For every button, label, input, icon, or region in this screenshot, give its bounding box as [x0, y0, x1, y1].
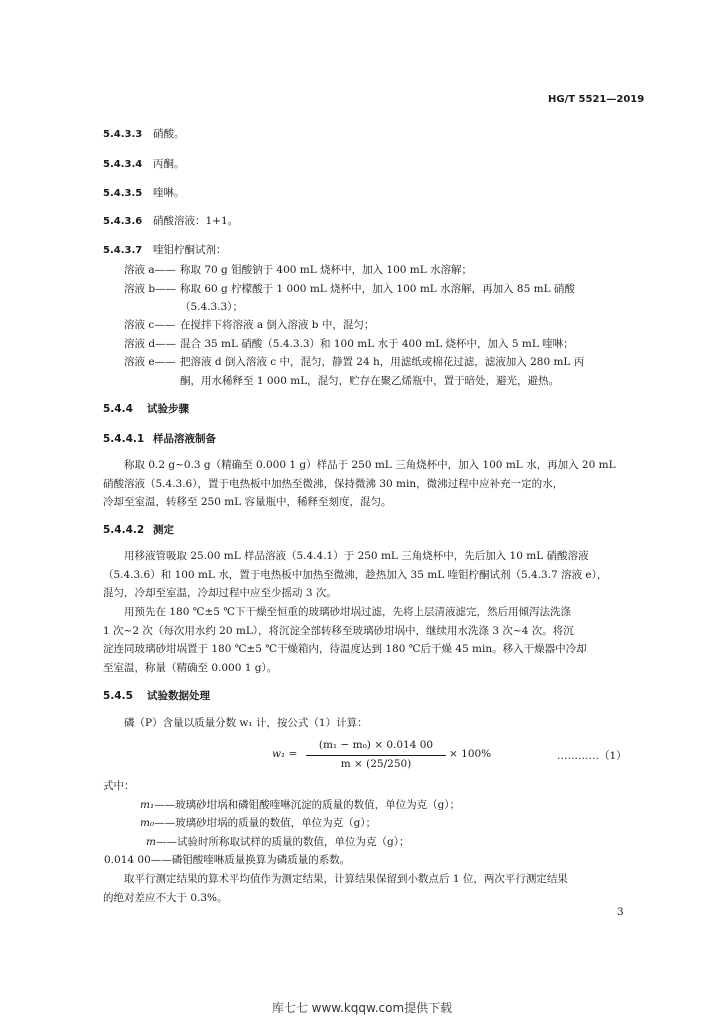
solution-e-cont: 酮，用水稀释至 1 000 mL，混匀，贮存在聚乙烯瓶中，置于暗处，避光，避热。: [180, 375, 560, 387]
section-5434: [103, 156, 185, 171]
paragraph-line: 用移液管吸取 25.00 mL 样品溶液（5.4.4.1）于 250 mL 三角烧杯中，先后加入 10 mL 硝酸溶液: [124, 550, 589, 562]
var-symbol: m: [146, 836, 156, 848]
section-5436: [103, 213, 238, 228]
paragraph-line: 至室温，称量（精确至 0.000 1 g）。: [103, 662, 278, 674]
formula-lhs: w₁ =: [272, 748, 298, 760]
solution-b-cont: （5.4.3.3）；: [180, 301, 243, 313]
section-text: 丙酮。: [153, 158, 185, 170]
section-text: 喹啉。: [153, 187, 185, 199]
solution-a: [124, 262, 472, 277]
section-number: 5.4.3.4: [103, 159, 143, 170]
section-text: 硝酸。: [153, 128, 185, 140]
section-5437: [103, 242, 227, 257]
var-desc: ——玻璃砂坩埚和磷钼酸喹啉沉淀的质量的数值，单位为克（g）；: [154, 799, 461, 811]
solution-b: [124, 281, 575, 296]
formula-intro: 磷（P）含量以质量分数 w₁ 计，按公式（1）计算：: [124, 717, 368, 729]
section-title: 样品溶液制备: [153, 433, 216, 445]
section-number: 5.4.4.2: [103, 524, 145, 536]
var-symbol: 0.014 00: [104, 854, 151, 866]
solution-label: 溶液 e——: [124, 356, 176, 368]
paragraph-line: 的绝对差应不大于 0.3%。: [103, 892, 228, 904]
solution-line: 混合 35 mL 硝酸（5.4.3.3）和 100 mL 水于 400 mL 烧杯中，加入 5 mL 喹啉；: [180, 338, 574, 350]
solution-label: 溶液 d——: [124, 338, 177, 350]
section-title: 试验步骤: [147, 403, 189, 415]
section-number: 5.4.3.3: [103, 129, 143, 140]
solution-label: 溶液 b——: [124, 283, 177, 295]
where-label: 式中：: [103, 780, 135, 792]
var-desc: ——玻璃砂坩埚的质量的数值，单位为克（g）；: [154, 817, 377, 829]
section-number: 5.4.4: [103, 403, 133, 415]
fraction-line: [306, 755, 446, 756]
solution-line: 把溶液 d 倒入溶液 c 中，混匀，静置 24 h，用滤纸或棉花过滤，滤液加入 280 mL 丙: [180, 356, 585, 368]
paragraph-line: 1 次~2 次（每次用水约 20 mL），将沉淀全部转移至玻璃砂坩埚中，继续用水洗涤 3 次~4 次。将沉: [103, 625, 574, 637]
formula-tail: × 100%: [449, 748, 492, 760]
paragraph-line: 称取 0.2 g~0.3 g（精确至 0.000 1 g）样品于 250 mL 三角烧杯中，加入 100 mL 水，再加入 20 mL: [124, 459, 616, 471]
section-text: 喹钼柠酮试剂：: [153, 244, 227, 256]
section-title: 试验数据处理: [147, 690, 210, 702]
section-title: 测定: [153, 524, 174, 536]
section-number: 5.4.3.7: [103, 245, 143, 256]
paragraph-line: 淀连同玻璃砂坩埚置于 180 ℃±5 ℃干燥箱内，待温度达到 180 ℃后干燥 45 min。移入干燥器中冷却: [103, 643, 587, 655]
var-symbol: m₀: [140, 817, 155, 829]
solution-line: 在搅拌下将溶液 a 倒入溶液 b 中，混匀；: [180, 319, 375, 331]
solution-line: 称取 70 g 钼酸钠于 400 mL 烧杯中，加入 100 mL 水溶解；: [180, 264, 473, 276]
section-545-heading: [103, 688, 210, 703]
paragraph-line: 硝酸溶液（5.4.3.6），置于电热板中加热至微沸，保持微沸 30 min，微沸过程中应补充一定的水，: [103, 478, 564, 490]
standard-code: HG/T 5521—2019: [548, 94, 645, 105]
section-5433: [103, 126, 185, 141]
var-m1: [140, 797, 460, 812]
paragraph-line: （5.4.3.6）和 100 mL 水，置于电热板中加热至微沸，趁热加入 35 mL 喹钼柠酮试剂（5.4.3.7 溶液 e），: [103, 569, 608, 581]
var-symbol: m₁: [140, 799, 155, 811]
solution-label: 溶液 a——: [124, 264, 176, 276]
var-desc: ——磷钼酸喹啉质量换算为磷质量的系数。: [150, 854, 351, 866]
formula-numerator: (m₁ − m₀) × 0.014 00: [318, 739, 434, 751]
var-desc: ——试验时所称取试样的质量的数值，单位为克（g）；: [155, 836, 410, 848]
section-544-heading: [103, 401, 189, 416]
solution-d: [124, 336, 574, 351]
solution-e: [124, 354, 584, 369]
var-coefficient: [104, 852, 350, 867]
paragraph-line: 用预先在 180 ℃±5 ℃下干燥至恒重的玻璃砂坩埚过滤，先将上层清液滤完，然后用倾泻法洗涤: [124, 606, 572, 618]
section-text: 硝酸溶液：1+1。: [153, 215, 239, 227]
section-number: 5.4.3.6: [103, 216, 143, 227]
section-number: 5.4.3.5: [103, 188, 143, 199]
paragraph-line: 冷却至室温，转移至 250 mL 容量瓶中，稀释至刻度，混匀。: [103, 496, 392, 508]
download-watermark: 库七七 www.kqqw.com提供下载: [271, 1001, 453, 1015]
section-5442-heading: [103, 522, 174, 537]
page-number: 3: [617, 906, 624, 918]
solution-c: [124, 317, 374, 332]
section-number: 5.4.5: [103, 690, 133, 702]
solution-line: 称取 60 g 柠檬酸于 1 000 mL 烧杯中，加入 100 mL 水溶解，再加入 85 mL 硝酸: [180, 283, 575, 295]
var-m0: [140, 815, 376, 830]
section-5441-heading: [103, 431, 216, 446]
paragraph-line: 混匀，冷却至室温，冷却过程中应至少摇动 3 次。: [103, 587, 337, 599]
var-m: [146, 834, 409, 849]
solution-label: 溶液 c——: [124, 319, 176, 331]
formula-denominator: m × (25/250): [340, 758, 412, 770]
formula-ref: …………（1）: [557, 750, 627, 762]
paragraph-line: 取平行测定结果的算术平均值作为测定结果，计算结果保留到小数点后 1 位，两次平行测定结果: [124, 873, 568, 885]
section-number: 5.4.4.1: [103, 433, 145, 445]
section-5435: [103, 185, 185, 200]
